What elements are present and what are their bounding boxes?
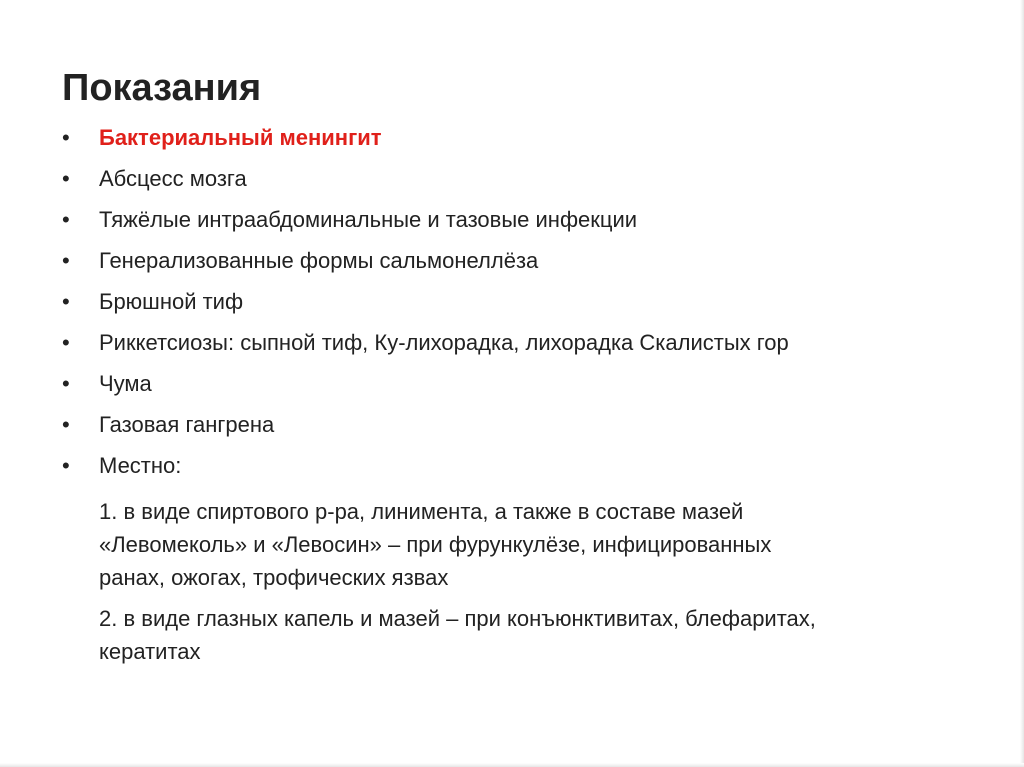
slide-bottom-shadow: [0, 763, 1024, 767]
bullet-icon: •: [62, 412, 70, 437]
bullet-icon: •: [62, 207, 70, 232]
sub-item-line: «Левомеколь» и «Левосин» – при фурункулёзе, инфицированных: [99, 532, 772, 557]
bullet-icon: •: [62, 125, 70, 150]
list-item-brain-abscess: [62, 166, 962, 207]
list-item-bacterial-meningitis: [62, 125, 962, 166]
list-item-text: Брюшной тиф: [99, 289, 244, 314]
bullet-icon: •: [62, 289, 70, 314]
sub-item-line: ранах, ожогах, трофических язвах: [99, 565, 449, 590]
list-item-salmonellosis: [62, 248, 962, 289]
list-item-gas-gangrene: [62, 412, 962, 453]
sub-item-line: кератитах: [99, 639, 201, 664]
list-item-text: Риккетсиозы: сыпной тиф, Ку-лихорадка, лихорадка Скалистых гор: [99, 330, 789, 355]
list-item-text: Бактериальный менингит: [99, 125, 382, 150]
bullet-icon: •: [62, 371, 70, 396]
sub-item-line: 2. в виде глазных капель и мазей – при конъюнктивитах, блефаритах,: [99, 606, 816, 631]
slide-edge-shadow: [1020, 0, 1024, 767]
list-item-text: Чума: [99, 371, 152, 396]
sub-item-eye-drops: [99, 602, 979, 668]
list-item-abdominal-infections: [62, 207, 962, 248]
list-item-text: Тяжёлые интраабдоминальные и тазовые инфекции: [99, 207, 638, 232]
slide-title: Показания: [62, 67, 262, 109]
bullet-icon: •: [62, 248, 70, 273]
sub-item-line: 1. в виде спиртового р-ра, линимента, а также в составе мазей: [99, 499, 744, 524]
list-item-topical: [62, 453, 962, 494]
list-item-text: Генерализованные формы сальмонеллёза: [99, 248, 539, 273]
bullet-icon: •: [62, 453, 70, 478]
bullet-icon: •: [62, 166, 70, 191]
list-item-text: Местно:: [99, 453, 182, 478]
list-item-text: Газовая гангрена: [99, 412, 275, 437]
bullet-icon: •: [62, 330, 70, 355]
list-item-rickettsioses: [62, 330, 962, 371]
sub-item-alcohol-solution: [99, 495, 979, 594]
topical-use-list: [99, 495, 979, 676]
list-item-typhoid: [62, 289, 962, 330]
list-item-text: Абсцесс мозга: [99, 166, 247, 191]
indications-list: [62, 125, 962, 494]
list-item-plague: [62, 371, 962, 412]
